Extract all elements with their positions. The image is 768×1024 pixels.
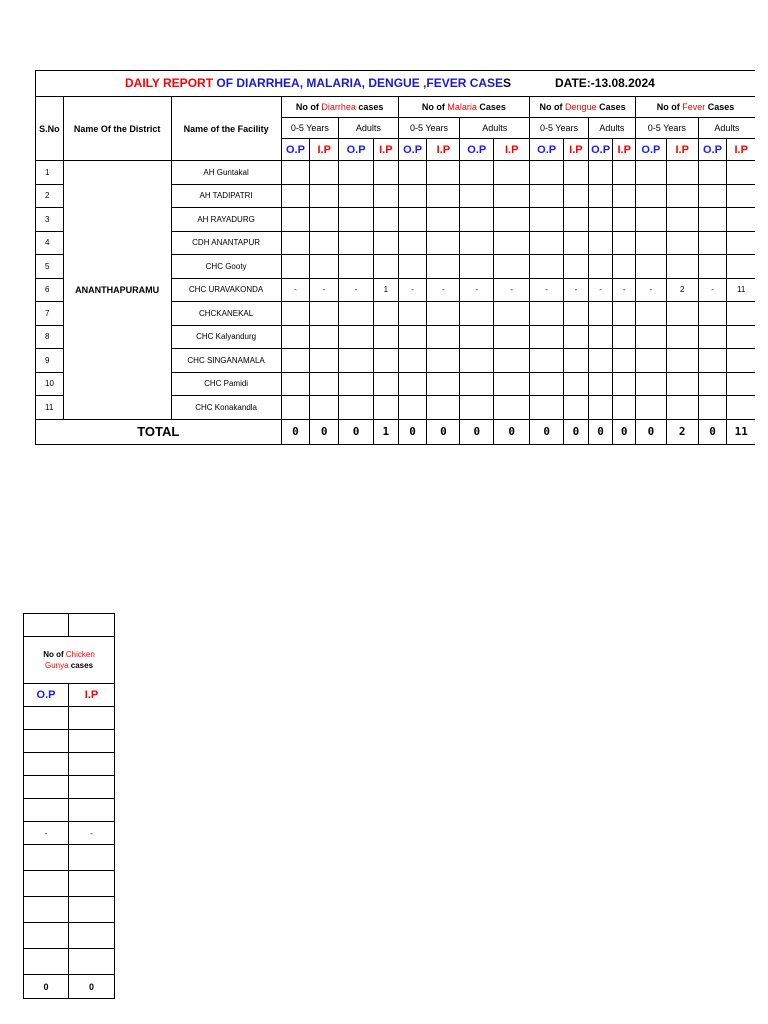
sno-header: S.No: [36, 97, 64, 161]
value-cell: [666, 161, 698, 185]
value-cell: [613, 255, 636, 279]
value-cell: [494, 184, 530, 208]
value-cell: [613, 161, 636, 185]
ip-value-cell: [69, 707, 115, 730]
value-cell: [613, 349, 636, 373]
value-cell: [374, 255, 399, 279]
value-cell: [588, 161, 613, 185]
value-cell: [494, 396, 530, 420]
value-cell: [339, 325, 374, 349]
table-row: [24, 730, 115, 753]
table-row: [24, 845, 115, 871]
report-title-part: DAILY REPORT: [125, 76, 217, 90]
value-cell: [727, 161, 755, 185]
ip-header: I.P: [564, 139, 589, 161]
value-cell: -: [281, 278, 310, 302]
op-header: O.P: [398, 139, 427, 161]
ip-header: I.P: [374, 139, 399, 161]
total-value-cell: 1: [374, 419, 399, 444]
age-header-child: 0-5 Years: [530, 118, 589, 139]
value-cell: [530, 208, 564, 232]
value-cell: [427, 396, 460, 420]
value-cell: [494, 302, 530, 326]
report-date: DATE:-13.08.2024: [555, 76, 655, 90]
value-cell: [727, 184, 755, 208]
ip-header: I.P: [310, 139, 339, 161]
value-cell: [374, 208, 399, 232]
ip-header: I.P: [427, 139, 460, 161]
value-cell: -: [494, 278, 530, 302]
value-cell: 11: [727, 278, 755, 302]
age-header-child: 0-5 Years: [635, 118, 698, 139]
value-cell: -: [398, 278, 427, 302]
report-title-part: OF DIARRHEA, MALARIA, DENGUE ,FEVER CASE: [216, 76, 504, 90]
value-cell: [374, 325, 399, 349]
report-title-part: S: [503, 76, 512, 90]
value-cell: [281, 372, 310, 396]
value-cell: [398, 325, 427, 349]
op-value-cell: [24, 707, 69, 730]
value-cell: [398, 208, 427, 232]
value-cell: [635, 161, 666, 185]
value-cell: [666, 184, 698, 208]
value-cell: [460, 396, 494, 420]
value-cell: [530, 325, 564, 349]
sno-cell: 1: [36, 161, 64, 185]
value-cell: [339, 302, 374, 326]
op-value-cell: [24, 923, 69, 949]
value-cell: [530, 372, 564, 396]
value-cell: [281, 325, 310, 349]
age-header-child: 0-5 Years: [281, 118, 339, 139]
value-cell: [727, 231, 755, 255]
value-cell: [310, 302, 339, 326]
facility-cell: CHC SINGANAMALA: [171, 349, 281, 373]
value-cell: -: [339, 278, 374, 302]
value-cell: [460, 255, 494, 279]
value-cell: [727, 208, 755, 232]
chikungunya-header: No of Chicken Gunya cases: [24, 637, 115, 684]
sno-cell: 10: [36, 372, 64, 396]
value-cell: [374, 184, 399, 208]
table-row: [24, 923, 115, 949]
op-value-cell: [24, 871, 69, 897]
value-cell: [427, 161, 460, 185]
ip-value-cell: [69, 949, 115, 975]
value-cell: [494, 349, 530, 373]
ip-header: I.P: [613, 139, 636, 161]
sno-cell: 5: [36, 255, 64, 279]
value-cell: [374, 349, 399, 373]
total-value-cell: 0: [69, 975, 115, 999]
group-header-diarrhea: No of Diarrhea cases: [281, 97, 398, 118]
value-cell: [310, 231, 339, 255]
ip-value-cell: [69, 799, 115, 822]
value-cell: [698, 372, 727, 396]
ip-value-cell: [69, 753, 115, 776]
value-cell: [727, 349, 755, 373]
value-cell: [588, 231, 613, 255]
value-cell: [666, 396, 698, 420]
op-header: O.P: [588, 139, 613, 161]
op-header: O.P: [530, 139, 564, 161]
value-cell: [398, 302, 427, 326]
total-value-cell: 0: [427, 419, 460, 444]
value-cell: [374, 161, 399, 185]
value-cell: [727, 372, 755, 396]
value-cell: [698, 184, 727, 208]
total-value-cell: 0: [460, 419, 494, 444]
table-row: [24, 949, 115, 975]
value-cell: [281, 255, 310, 279]
value-cell: [698, 325, 727, 349]
total-row: [24, 975, 115, 999]
total-value-cell: 0: [635, 419, 666, 444]
value-cell: [588, 396, 613, 420]
value-cell: [427, 349, 460, 373]
facility-cell: AH TADIPATRI: [171, 184, 281, 208]
value-cell: [460, 325, 494, 349]
value-cell: [698, 255, 727, 279]
value-cell: [398, 255, 427, 279]
facility-cell: CHC Pamidi: [171, 372, 281, 396]
value-cell: [494, 208, 530, 232]
value-cell: [398, 184, 427, 208]
age-header-adult: Adults: [588, 118, 635, 139]
value-cell: [564, 184, 589, 208]
sno-cell: 2: [36, 184, 64, 208]
value-cell: [281, 231, 310, 255]
value-cell: [588, 302, 613, 326]
value-cell: [564, 208, 589, 232]
sno-cell: 11: [36, 396, 64, 420]
total-value-cell: 0: [530, 419, 564, 444]
ip-value-cell: [69, 845, 115, 871]
value-cell: [310, 325, 339, 349]
value-cell: [666, 325, 698, 349]
value-cell: [530, 184, 564, 208]
op-value-cell: [24, 845, 69, 871]
value-cell: [398, 161, 427, 185]
value-cell: [727, 255, 755, 279]
value-cell: [281, 161, 310, 185]
value-cell: [339, 184, 374, 208]
value-cell: [374, 302, 399, 326]
value-cell: [427, 231, 460, 255]
value-cell: [460, 302, 494, 326]
value-cell: -: [698, 278, 727, 302]
sno-cell: 8: [36, 325, 64, 349]
value-cell: [339, 372, 374, 396]
value-cell: [588, 325, 613, 349]
value-cell: [427, 372, 460, 396]
ip-value-cell: [69, 923, 115, 949]
total-value-cell: 11: [727, 419, 755, 444]
value-cell: -: [564, 278, 589, 302]
value-cell: -: [530, 278, 564, 302]
group-header-fever: No of Fever Cases: [635, 97, 755, 118]
op-value-cell: [24, 753, 69, 776]
value-cell: [374, 372, 399, 396]
sno-cell: 4: [36, 231, 64, 255]
value-cell: [398, 349, 427, 373]
district-cell: ANANTHAPURAMU: [63, 161, 171, 420]
op-value-cell: [24, 776, 69, 799]
value-cell: [281, 302, 310, 326]
value-cell: [530, 302, 564, 326]
value-cell: [613, 184, 636, 208]
value-cell: [460, 184, 494, 208]
ip-value-cell: [69, 897, 115, 923]
value-cell: [635, 255, 666, 279]
value-cell: [613, 372, 636, 396]
value-cell: [666, 231, 698, 255]
value-cell: [530, 161, 564, 185]
value-cell: [339, 396, 374, 420]
value-cell: [564, 231, 589, 255]
value-cell: [339, 161, 374, 185]
age-header-adult: Adults: [698, 118, 755, 139]
value-cell: [310, 349, 339, 373]
value-cell: [310, 372, 339, 396]
value-cell: [494, 325, 530, 349]
op-value-cell: [24, 897, 69, 923]
value-cell: [635, 349, 666, 373]
value-cell: [727, 396, 755, 420]
op-value-cell: -: [24, 822, 69, 845]
value-cell: [374, 231, 399, 255]
value-cell: [588, 349, 613, 373]
value-cell: [564, 255, 589, 279]
value-cell: [727, 325, 755, 349]
value-cell: [613, 325, 636, 349]
value-cell: [588, 184, 613, 208]
total-value-cell: 2: [666, 419, 698, 444]
value-cell: [635, 302, 666, 326]
value-cell: [635, 184, 666, 208]
value-cell: [281, 396, 310, 420]
value-cell: [613, 396, 636, 420]
blank-cell: [24, 614, 69, 637]
value-cell: [310, 255, 339, 279]
value-cell: [698, 231, 727, 255]
value-cell: [310, 161, 339, 185]
value-cell: 2: [666, 278, 698, 302]
value-cell: [698, 161, 727, 185]
group-header-dengue: No of Dengue Cases: [530, 97, 636, 118]
total-value-cell: 0: [281, 419, 310, 444]
value-cell: [564, 396, 589, 420]
value-cell: [635, 208, 666, 232]
op-header: O.P: [24, 684, 69, 707]
value-cell: -: [310, 278, 339, 302]
value-cell: [460, 231, 494, 255]
value-cell: -: [613, 278, 636, 302]
total-value-cell: 0: [698, 419, 727, 444]
value-cell: [310, 184, 339, 208]
total-value-cell: 0: [494, 419, 530, 444]
value-cell: [613, 302, 636, 326]
total-value-cell: 0: [310, 419, 339, 444]
total-label: TOTAL: [36, 419, 282, 444]
sno-cell: 7: [36, 302, 64, 326]
value-cell: [398, 372, 427, 396]
value-cell: [339, 349, 374, 373]
facility-cell: AH RAYADURG: [171, 208, 281, 232]
facility-cell: AH Guntakal: [171, 161, 281, 185]
facility-header: Name of the Facility: [171, 97, 281, 161]
blank-cell: [69, 614, 115, 637]
value-cell: [374, 396, 399, 420]
value-cell: [698, 302, 727, 326]
total-value-cell: 0: [398, 419, 427, 444]
value-cell: [588, 372, 613, 396]
table-row: [24, 871, 115, 897]
ip-value-cell: -: [69, 822, 115, 845]
value-cell: [666, 349, 698, 373]
value-cell: [635, 231, 666, 255]
value-cell: [698, 396, 727, 420]
value-cell: [588, 255, 613, 279]
table-row: [24, 799, 115, 822]
value-cell: [494, 161, 530, 185]
value-cell: [530, 396, 564, 420]
group-header-malaria: No of Malaria Cases: [398, 97, 530, 118]
value-cell: [310, 208, 339, 232]
value-cell: [339, 231, 374, 255]
ip-value-cell: [69, 871, 115, 897]
value-cell: -: [635, 278, 666, 302]
facility-cell: CHC Gooty: [171, 255, 281, 279]
total-value-cell: 0: [613, 419, 636, 444]
facility-cell: CDH ANANTAPUR: [171, 231, 281, 255]
sno-cell: 3: [36, 208, 64, 232]
value-cell: [564, 302, 589, 326]
facility-cell: CHC URAVAKONDA: [171, 278, 281, 302]
value-cell: [310, 396, 339, 420]
value-cell: [635, 396, 666, 420]
value-cell: [698, 208, 727, 232]
value-cell: [339, 208, 374, 232]
value-cell: [427, 302, 460, 326]
value-cell: [460, 372, 494, 396]
op-header: O.P: [339, 139, 374, 161]
value-cell: [427, 208, 460, 232]
value-cell: [281, 184, 310, 208]
ip-value-cell: [69, 730, 115, 753]
ip-header: I.P: [666, 139, 698, 161]
value-cell: [460, 349, 494, 373]
value-cell: -: [427, 278, 460, 302]
value-cell: [666, 372, 698, 396]
value-cell: [635, 372, 666, 396]
ip-header: I.P: [727, 139, 755, 161]
value-cell: [564, 349, 589, 373]
age-header-adult: Adults: [460, 118, 530, 139]
value-cell: -: [588, 278, 613, 302]
op-value-cell: [24, 949, 69, 975]
total-value-cell: 0: [564, 419, 589, 444]
op-header: O.P: [460, 139, 494, 161]
total-row: [36, 419, 756, 444]
value-cell: [588, 208, 613, 232]
op-header: O.P: [698, 139, 727, 161]
value-cell: [666, 208, 698, 232]
sno-cell: 6: [36, 278, 64, 302]
value-cell: [339, 255, 374, 279]
ip-value-cell: [69, 776, 115, 799]
value-cell: [460, 208, 494, 232]
value-cell: [635, 325, 666, 349]
age-header-child: 0-5 Years: [398, 118, 460, 139]
district-header: Name Of the District: [63, 97, 171, 161]
value-cell: [530, 255, 564, 279]
table-row: [24, 776, 115, 799]
value-cell: [727, 302, 755, 326]
total-value-cell: 0: [588, 419, 613, 444]
value-cell: [564, 325, 589, 349]
value-cell: [398, 231, 427, 255]
op-value-cell: [24, 799, 69, 822]
value-cell: -: [460, 278, 494, 302]
report-title-cell: [36, 71, 756, 97]
sno-cell: 9: [36, 349, 64, 373]
table-row: [24, 897, 115, 923]
age-header-adult: Adults: [339, 118, 399, 139]
table-row: [24, 707, 115, 730]
ip-header: I.P: [494, 139, 530, 161]
table-row: [24, 753, 115, 776]
total-value-cell: 0: [339, 419, 374, 444]
value-cell: [460, 161, 494, 185]
op-header: O.P: [281, 139, 310, 161]
value-cell: 1: [374, 278, 399, 302]
facility-cell: CHCKANEKAL: [171, 302, 281, 326]
chikungunya-table: [23, 613, 115, 999]
facility-cell: CHC Konakandla: [171, 396, 281, 420]
ip-header: I.P: [69, 684, 115, 707]
value-cell: [564, 372, 589, 396]
value-cell: [427, 325, 460, 349]
value-cell: [427, 184, 460, 208]
facility-cell: CHC Kalyandurg: [171, 325, 281, 349]
value-cell: [494, 372, 530, 396]
value-cell: [613, 231, 636, 255]
value-cell: [398, 396, 427, 420]
value-cell: [530, 231, 564, 255]
value-cell: [666, 302, 698, 326]
value-cell: [613, 208, 636, 232]
table-row: [24, 822, 115, 845]
value-cell: [494, 255, 530, 279]
total-value-cell: 0: [24, 975, 69, 999]
table-row: [36, 161, 756, 185]
op-value-cell: [24, 730, 69, 753]
op-header: O.P: [635, 139, 666, 161]
value-cell: [281, 349, 310, 373]
value-cell: [698, 349, 727, 373]
value-cell: [494, 231, 530, 255]
value-cell: [427, 255, 460, 279]
value-cell: [281, 208, 310, 232]
value-cell: [564, 161, 589, 185]
value-cell: [666, 255, 698, 279]
value-cell: [530, 349, 564, 373]
report-title: [125, 76, 511, 90]
daily-report-table: [35, 70, 755, 445]
